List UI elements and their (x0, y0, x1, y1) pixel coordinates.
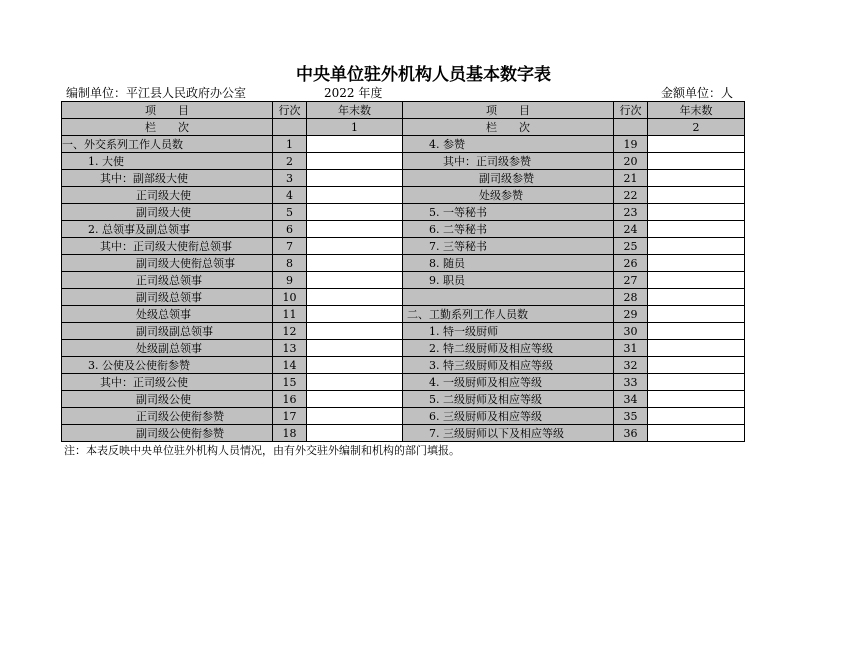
value-cell-left[interactable] (307, 425, 403, 442)
row-no-left: 6 (273, 221, 307, 238)
row-item-left: 副司级大使衔总领事 (62, 255, 273, 272)
row-item-left: 副司级总领事 (62, 289, 273, 306)
column-blank-left (273, 119, 307, 136)
table-row (62, 306, 745, 323)
row-no-left: 16 (273, 391, 307, 408)
amount-unit: 金额单位：人 (661, 86, 734, 100)
row-no-left: 7 (273, 238, 307, 255)
table-row (62, 221, 745, 238)
row-item-right: 6. 三级厨师及相应等级 (403, 408, 614, 425)
column-label-right: 栏 次 (403, 119, 614, 136)
row-no-right: 19 (614, 136, 648, 153)
column-index-2: 2 (648, 119, 745, 136)
row-item-right: 3. 特三级厨师及相应等级 (403, 357, 614, 374)
row-no-left: 8 (273, 255, 307, 272)
row-no-left: 2 (273, 153, 307, 170)
row-item-left: 副司级副总领事 (62, 323, 273, 340)
table-row (62, 204, 745, 221)
row-item-left: 1. 大使 (62, 153, 273, 170)
value-cell-left[interactable] (307, 357, 403, 374)
row-no-right: 28 (614, 289, 648, 306)
row-item-right: 处级参赞 (403, 187, 614, 204)
row-no-right: 23 (614, 204, 648, 221)
row-no-left: 1 (273, 136, 307, 153)
value-cell-right[interactable] (648, 289, 745, 306)
row-no-right: 29 (614, 306, 648, 323)
row-item-right: 9. 职员 (403, 272, 614, 289)
row-item-left: 3. 公使及公使衔参赞 (62, 357, 273, 374)
row-item-right: 二、工勤系列工作人员数 (403, 306, 614, 323)
row-no-left: 10 (273, 289, 307, 306)
value-cell-left[interactable] (307, 221, 403, 238)
table-row (62, 153, 745, 170)
value-cell-left[interactable] (307, 238, 403, 255)
data-table (61, 101, 745, 442)
row-item-right: 5. 二级厨师及相应等级 (403, 391, 614, 408)
row-no-right: 34 (614, 391, 648, 408)
table-row (62, 255, 745, 272)
row-item-left: 其中：正司级公使 (62, 374, 273, 391)
value-cell-right[interactable] (648, 255, 745, 272)
row-item-left: 正司级总领事 (62, 272, 273, 289)
table-row (62, 238, 745, 255)
table-row (62, 289, 745, 306)
value-cell-left[interactable] (307, 272, 403, 289)
value-cell-right[interactable] (648, 136, 745, 153)
table-row (62, 170, 745, 187)
value-cell-right[interactable] (648, 272, 745, 289)
table-row (62, 374, 745, 391)
row-no-left: 14 (273, 357, 307, 374)
row-no-left: 4 (273, 187, 307, 204)
row-item-right: 2. 特二级厨师及相应等级 (403, 340, 614, 357)
row-item-left: 2. 总领事及副总领事 (62, 221, 273, 238)
row-item-left: 处级副总领事 (62, 340, 273, 357)
value-cell-right[interactable] (648, 374, 745, 391)
row-no-left: 12 (273, 323, 307, 340)
row-item-right: 1. 特一级厨师 (403, 323, 614, 340)
header-item-left: 项 目 (62, 102, 273, 119)
row-item-right: 8. 随员 (403, 255, 614, 272)
footnote: 注：本表反映中央单位驻外机构人员情况，由有外交驻外编制和机构的部门填报。 (64, 444, 460, 457)
table-row (62, 187, 745, 204)
row-item-left: 副司级公使衔参赞 (62, 425, 273, 442)
row-no-left: 5 (273, 204, 307, 221)
value-cell-left[interactable] (307, 153, 403, 170)
row-no-left: 18 (273, 425, 307, 442)
row-no-left: 11 (273, 306, 307, 323)
row-item-left: 其中：副部级大使 (62, 170, 273, 187)
row-item-left: 副司级公使 (62, 391, 273, 408)
row-no-left: 15 (273, 374, 307, 391)
row-item-right: 其中：正司级参赞 (403, 153, 614, 170)
row-item-right: 6. 二等秘书 (403, 221, 614, 238)
table-row (62, 323, 745, 340)
row-no-left: 17 (273, 408, 307, 425)
row-item-right: 7. 三级厨师以下及相应等级 (403, 425, 614, 442)
value-cell-right[interactable] (648, 204, 745, 221)
value-cell-right[interactable] (648, 187, 745, 204)
value-cell-left[interactable] (307, 306, 403, 323)
table-row (62, 340, 745, 357)
table-row (62, 272, 745, 289)
row-no-right: 30 (614, 323, 648, 340)
row-item-left: 副司级大使 (62, 204, 273, 221)
value-cell-left[interactable] (307, 136, 403, 153)
table-row (62, 357, 745, 374)
value-cell-right[interactable] (648, 323, 745, 340)
row-item-right: 5. 一等秘书 (403, 204, 614, 221)
row-no-left: 9 (273, 272, 307, 289)
row-item-left: 正司级公使衔参赞 (62, 408, 273, 425)
value-cell-left[interactable] (307, 255, 403, 272)
table-row (62, 425, 745, 442)
row-no-right: 36 (614, 425, 648, 442)
header-row (62, 102, 745, 119)
row-item-left: 处级总领事 (62, 306, 273, 323)
column-label-left: 栏 次 (62, 119, 273, 136)
row-no-left: 13 (273, 340, 307, 357)
header-year-end-right: 年末数 (648, 102, 745, 119)
value-cell-right[interactable] (648, 238, 745, 255)
row-no-right: 35 (614, 408, 648, 425)
row-item-left: 一、外交系列工作人员数 (62, 136, 273, 153)
value-cell-left[interactable] (307, 187, 403, 204)
column-index-1: 1 (307, 119, 403, 136)
row-no-right: 25 (614, 238, 648, 255)
value-cell-left[interactable] (307, 374, 403, 391)
row-item-left: 其中：正司级大使衔总领事 (62, 238, 273, 255)
row-no-right: 21 (614, 170, 648, 187)
report-year: 2022 年度 (324, 86, 383, 100)
row-no-right: 22 (614, 187, 648, 204)
value-cell-right[interactable] (648, 153, 745, 170)
value-cell-left[interactable] (307, 289, 403, 306)
value-cell-right[interactable] (648, 170, 745, 187)
value-cell-left[interactable] (307, 340, 403, 357)
row-item-right: 7. 三等秘书 (403, 238, 614, 255)
row-item-right: 4. 参赞 (403, 136, 614, 153)
compiling-unit: 编制单位：平江县人民政府办公室 (66, 86, 247, 100)
header-row-no-right: 行次 (614, 102, 648, 119)
header-row-no-left: 行次 (273, 102, 307, 119)
header-year-end-left: 年末数 (307, 102, 403, 119)
column-index-row (62, 119, 745, 136)
value-cell-right[interactable] (648, 340, 745, 357)
row-item-right: 4. 一级厨师及相应等级 (403, 374, 614, 391)
table-row (62, 391, 745, 408)
value-cell-right[interactable] (648, 306, 745, 323)
value-cell-right[interactable] (648, 408, 745, 425)
row-no-right: 32 (614, 357, 648, 374)
row-no-right: 33 (614, 374, 648, 391)
page-title: 中央单位驻外机构人员基本数字表 (296, 65, 551, 85)
value-cell-right[interactable] (648, 425, 745, 442)
row-item-right: 副司级参赞 (403, 170, 614, 187)
value-cell-left[interactable] (307, 170, 403, 187)
table-row (62, 136, 745, 153)
row-no-right: 24 (614, 221, 648, 238)
row-item-right (403, 289, 614, 306)
value-cell-left[interactable] (307, 391, 403, 408)
column-blank-right (614, 119, 648, 136)
value-cell-left[interactable] (307, 204, 403, 221)
row-no-right: 31 (614, 340, 648, 357)
value-cell-right[interactable] (648, 221, 745, 238)
value-cell-left[interactable] (307, 408, 403, 425)
table-row (62, 408, 745, 425)
value-cell-left[interactable] (307, 323, 403, 340)
row-no-right: 20 (614, 153, 648, 170)
row-no-left: 3 (273, 170, 307, 187)
header-item-right: 项 目 (403, 102, 614, 119)
value-cell-right[interactable] (648, 391, 745, 408)
row-no-right: 26 (614, 255, 648, 272)
value-cell-right[interactable] (648, 357, 745, 374)
row-no-right: 27 (614, 272, 648, 289)
row-item-left: 正司级大使 (62, 187, 273, 204)
